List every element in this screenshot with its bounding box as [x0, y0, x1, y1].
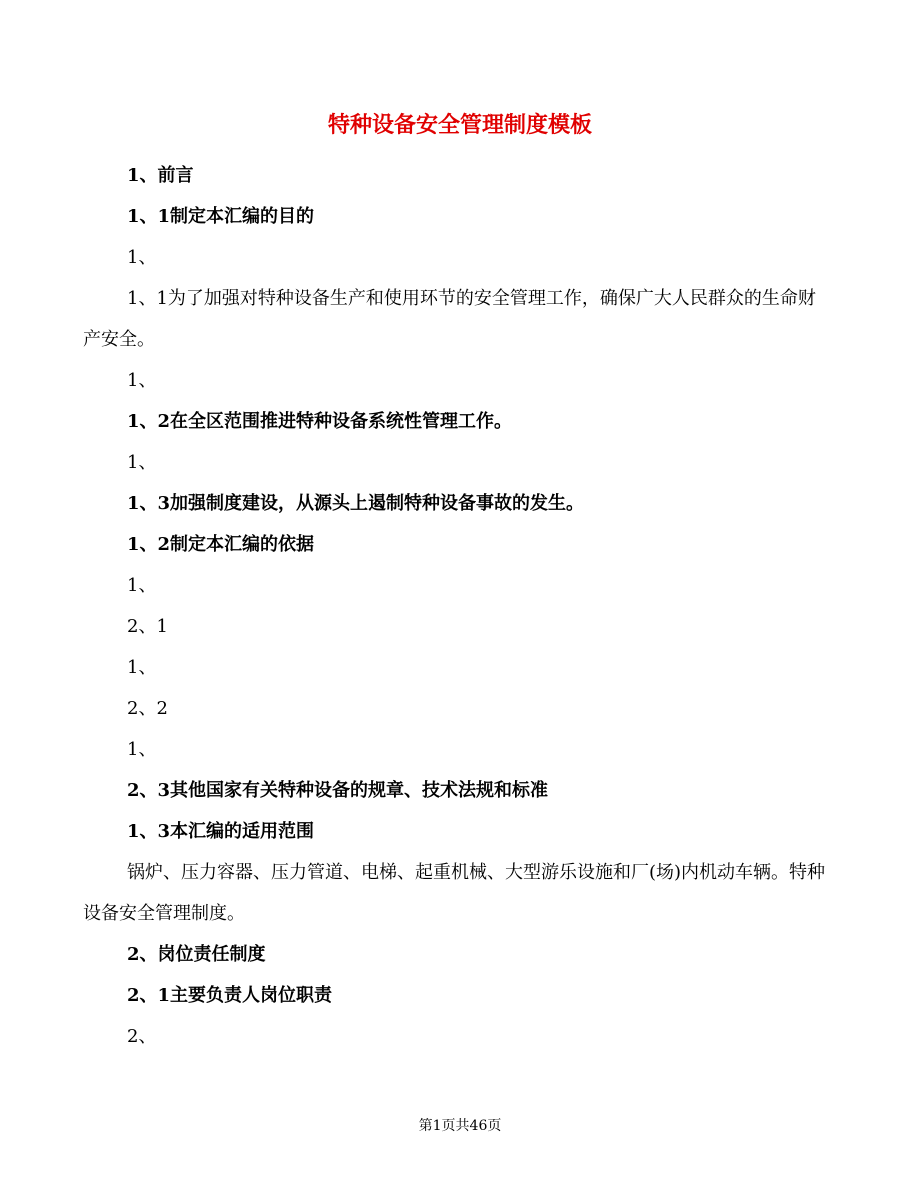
document-title: 特种设备安全管理制度模板 — [327, 112, 592, 138]
paragraph: 2、2 — [127, 698, 168, 719]
paragraph: 1、2在全区范围推进特种设备系统性管理工作。 — [127, 411, 513, 432]
paragraph: 2、岗位责任制度 — [127, 944, 266, 965]
paragraph: 1、1制定本汇编的目的 — [127, 206, 315, 227]
paragraph: 1、3加强制度建设，从源头上遏制特种设备事故的发生。 — [127, 493, 585, 514]
paragraph: 2、 — [127, 1026, 157, 1047]
page-number-footer: 第1页共46页 — [418, 1118, 502, 1134]
paragraph: 1、1为了加强对特种设备生产和使用环节的安全管理工作，确保广大人民群众的生命财产安全。 — [83, 288, 816, 350]
paragraph: 1、3本汇编的适用范围 — [127, 821, 315, 842]
paragraph: 1、 — [127, 575, 157, 596]
document-body — [83, 155, 827, 1057]
paragraph: 1、 — [127, 452, 157, 473]
paragraph: 1、 — [127, 370, 157, 391]
paragraph: 1、 — [127, 247, 157, 268]
paragraph: 1、前言 — [127, 165, 194, 186]
paragraph: 2、1主要负责人岗位职责 — [127, 985, 333, 1006]
paragraph: 锅炉、压力容器、压力管道、电梯、起重机械、大型游乐设施和厂(场)内机动车辆。特种设备安全管理制度。 — [83, 862, 826, 924]
paragraph: 1、2制定本汇编的依据 — [127, 534, 315, 555]
paragraph: 1、 — [127, 657, 157, 678]
paragraph: 1、 — [127, 739, 157, 760]
paragraph: 2、1 — [127, 616, 168, 637]
paragraph: 2、3其他国家有关特种设备的规章、技术法规和标准 — [127, 780, 549, 801]
